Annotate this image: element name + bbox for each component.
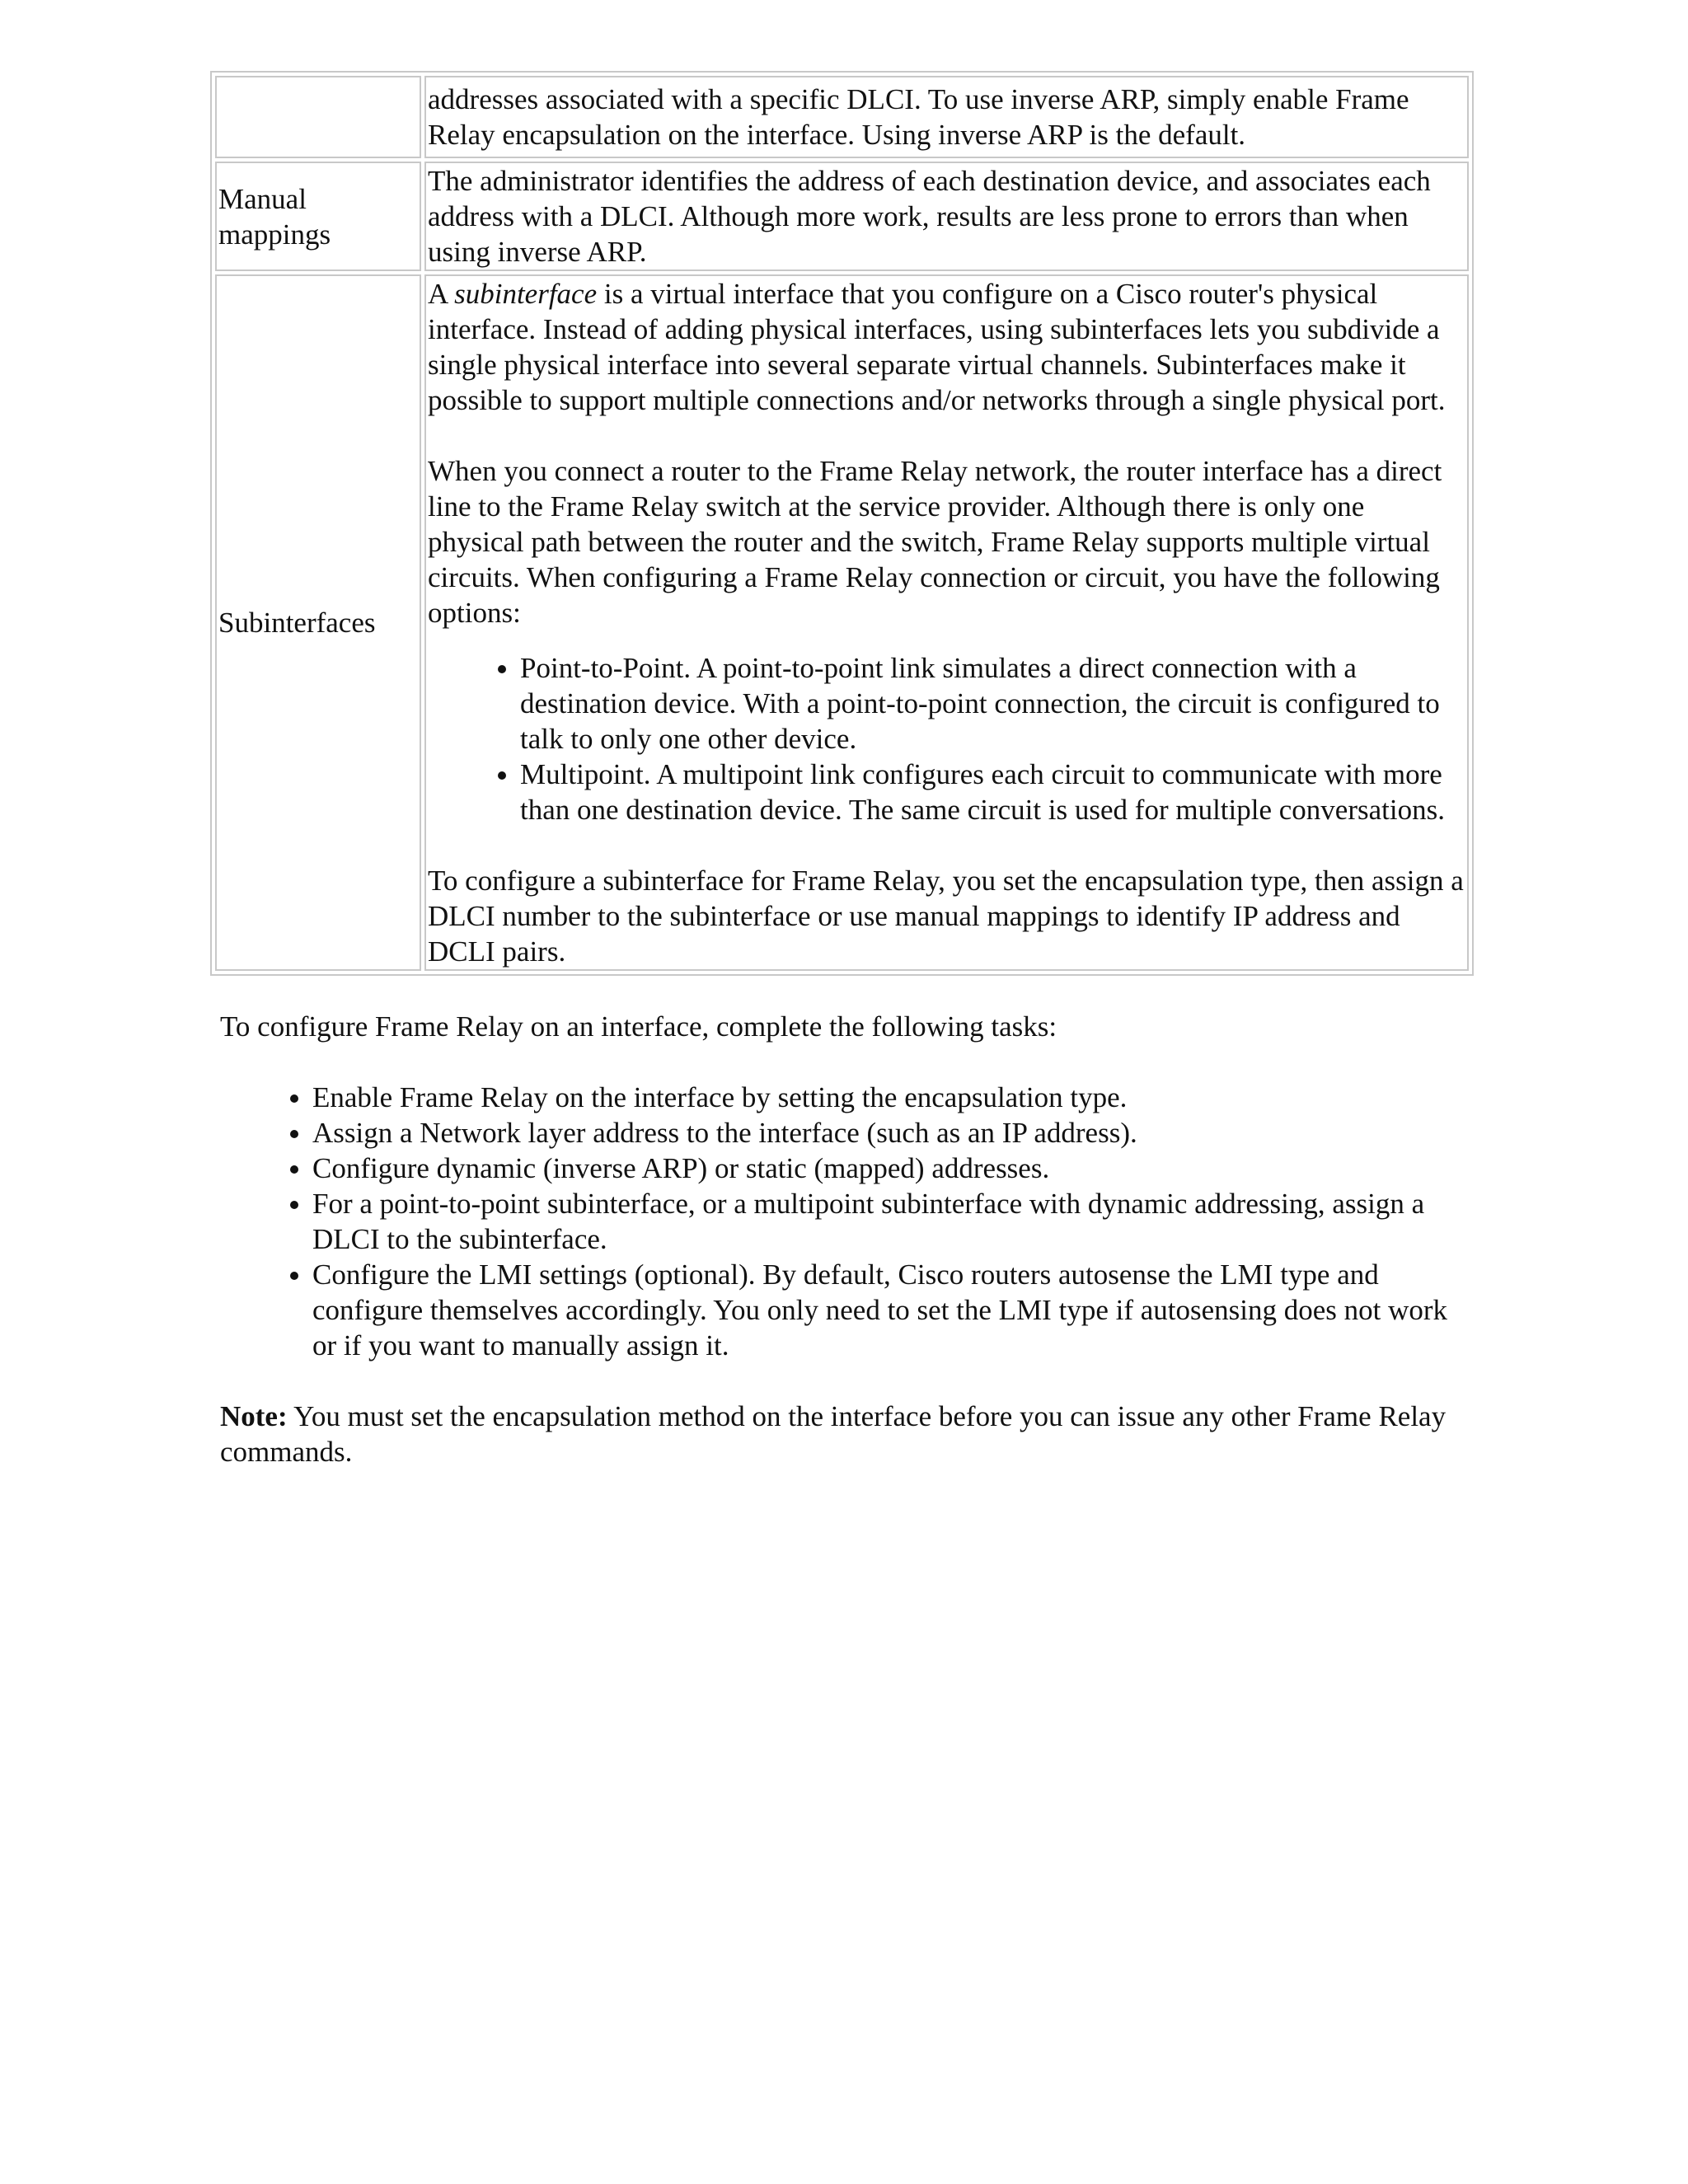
row-description (424, 76, 1469, 158)
row-label (215, 76, 421, 158)
row-description (424, 162, 1469, 271)
list-item: • Enable Frame Relay on the interface by setting the encapsulation type. (312, 1080, 1475, 1115)
table-row (215, 76, 1469, 158)
list-item: • For a point-to-point subinterface, or a multipoint subinterface with dynamic addressing, assign a DLCI to the subinterface. (312, 1186, 1475, 1257)
list-item: • Assign a Network layer address to the interface (such as an IP address). (312, 1115, 1475, 1151)
list-item: • Multipoint. A multipoint link configures each circuit to communicate with more than one destination device. The same circuit is used for multiple conversations. (520, 757, 1465, 827)
row-text: addresses associated with a specific DLCI. To use inverse ARP, simply enable Frame Relay encapsulation on the interface. Using inverse ARP is the default. (428, 83, 1409, 151)
row-text: The administrator identifies the address of each destination device, and associates each address with a DLCI. Although more work, results are less prone to errors than when using inverse ARP. (428, 165, 1431, 268)
table-row (215, 162, 1469, 271)
row-description (424, 274, 1469, 971)
tasks-section (212, 1009, 1475, 1469)
subinterface-paragraph: When you connect a router to the Frame Relay network, the router interface has a direct line to the Frame Relay switch at the service provider. Although there is only one physical path between the router and the switch, Frame Relay supports multiple virtual circuits. When configuring a Frame Relay connection or circuit, you have the following options: (428, 455, 1442, 629)
tasks-intro: To configure Frame Relay on an interface, complete the following tasks: (220, 1010, 1057, 1043)
list-item: • Configure dynamic (inverse ARP) or static (mapped) addresses. (312, 1151, 1475, 1186)
emphasis-term: subinterface (454, 278, 598, 310)
options-list (428, 650, 1465, 827)
tasks-list (220, 1080, 1475, 1363)
note-label: Note: (220, 1400, 288, 1432)
note-paragraph (220, 1399, 1475, 1469)
text-span: A (428, 278, 455, 310)
subinterface-definition (428, 276, 1465, 418)
note-text: You must set the encapsulation method on the interface before you can issue any other Frame Relay commands. (220, 1400, 1447, 1468)
row-label: Manual mappings (215, 162, 421, 271)
text-span: is a virtual interface that you configure on a Cisco router's physical interface. Instead of adding physical interfaces, using subinterfaces lets you subdivide a single physical interface into several separate virtual channels. Subinterfaces make it possible to support multiple connections and/or networks through a single physical port. (428, 278, 1446, 416)
list-item: • Configure the LMI settings (optional). By default, Cisco routers autosense the LMI type and configure themselves accordingly. You only need to set the LMI type if autosensing does not work or if you want to manually assign it. (312, 1257, 1475, 1363)
subinterface-paragraph: To configure a subinterface for Frame Relay, you set the encapsulation type, then assign a DLCI number to the subinterface or use manual mappings to identify IP address and DCLI pairs. (428, 865, 1464, 968)
document-page (212, 74, 1475, 1469)
list-item: • Point-to-Point. A point-to-point link simulates a direct connection with a destination device. With a point-to-point connection, the circuit is configured to talk to only one other device. (520, 650, 1465, 757)
table-row (215, 274, 1469, 971)
row-label: Subinterfaces (215, 274, 421, 971)
method-table (210, 71, 1474, 976)
